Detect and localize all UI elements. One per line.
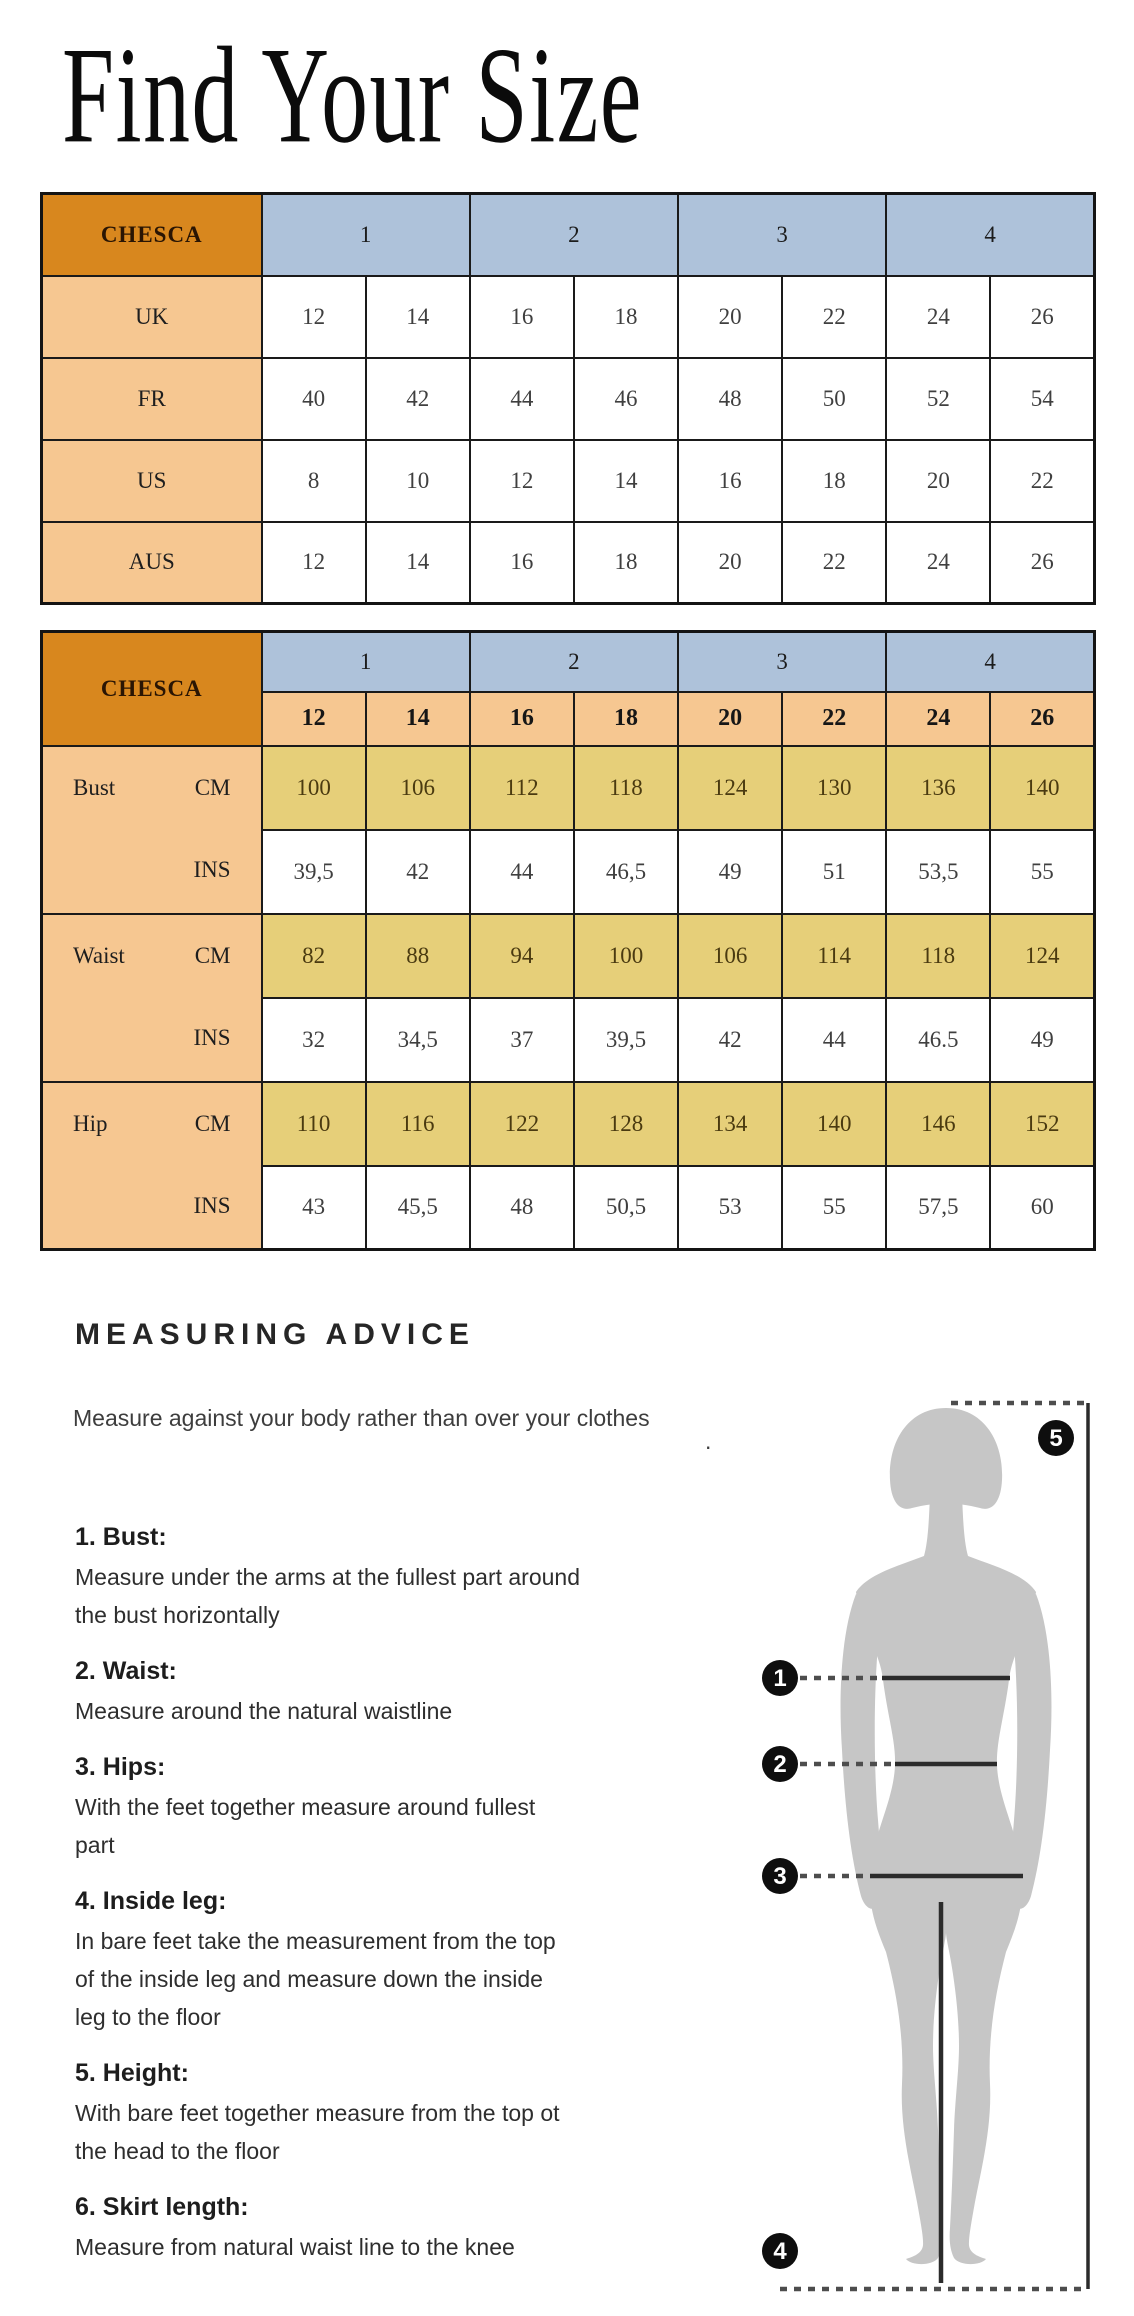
chesca-size-cell: 3 [678,194,886,276]
ins-cell: 43 [262,1166,366,1250]
advice-item-text: Measure under the arms at the fullest part around the bust horizontally [75,1564,581,1628]
cm-cell: 124 [678,746,782,830]
size-cell: 24 [886,522,990,604]
body-measurement-diagram [740,1390,1120,2316]
marker-hips [762,1858,798,1894]
size-cell: 26 [990,522,1094,604]
row-label: AUS [42,522,262,604]
uk-size-cell: 20 [678,692,782,746]
size-cell: 16 [470,522,574,604]
cm-cell: 140 [990,746,1094,830]
cm-cell: 116 [366,1082,470,1166]
unit-cm-label: CM [194,774,231,800]
cm-cell: 122 [470,1082,574,1166]
size-cell: 8 [262,440,366,522]
ins-cell: 51 [782,830,886,914]
size-cell: 20 [678,276,782,358]
ins-cell: 39,5 [574,998,678,1082]
ins-cell: 48 [470,1166,574,1250]
size-cell: 22 [782,276,886,358]
ins-cell: 37 [470,998,574,1082]
table-row [42,1082,1095,1166]
size-cell: 22 [990,440,1094,522]
advice-item-title: 6. Skirt length: [75,2193,249,2221]
size-cell: 18 [782,440,886,522]
cm-cell: 114 [782,914,886,998]
size-cell: 50 [782,358,886,440]
ins-cell: 44 [782,998,886,1082]
size-cell: 44 [470,358,574,440]
list-item [75,2192,580,2266]
cm-cell: 94 [470,914,574,998]
ins-cell: 44 [470,830,574,914]
chesca-size-cell: 2 [470,632,678,692]
group-label-waist [42,914,262,1082]
advice-list [75,1522,580,2288]
cm-cell: 146 [886,1082,990,1166]
size-cell: 16 [470,276,574,358]
list-item [75,1656,580,1730]
silhouette-right-arm [1010,1594,1051,1909]
ins-cell: 53 [678,1166,782,1250]
ins-cell: 32 [262,998,366,1082]
size-cell: 12 [470,440,574,522]
unit-cm-label: CM [194,1110,231,1136]
uk-size-cell: 22 [782,692,886,746]
ins-cell: 55 [782,1166,886,1250]
size-cell: 54 [990,358,1094,440]
size-cell: 46 [574,358,678,440]
advice-item-text: In bare feet take the measurement from the top of the inside leg and measure down the inside leg to the floor [75,1928,556,2030]
unit-cm-label: CM [194,942,231,968]
ins-cell: 45,5 [366,1166,470,1250]
advice-item-title: 1. Bust: [75,1523,167,1551]
ins-cell: 39,5 [262,830,366,914]
chesca-size-cell: 1 [262,194,470,276]
table-row [42,632,1095,692]
cm-cell: 106 [678,914,782,998]
size-cell: 24 [886,276,990,358]
advice-item-title: 2. Waist: [75,1657,177,1685]
cm-cell: 118 [886,914,990,998]
advice-item-text: With the feet together measure around fullest part [75,1794,536,1858]
table-row [42,276,1095,358]
advice-intro: Measure against your body rather than over your clothes [73,1405,650,1431]
size-cell: 42 [366,358,470,440]
cm-cell: 134 [678,1082,782,1166]
size-cell: 14 [366,276,470,358]
group-name: Waist [73,942,125,968]
uk-size-cell: 26 [990,692,1094,746]
marker-waist [762,1746,798,1782]
size-cell: 20 [678,522,782,604]
group-name: Hip [73,1110,108,1136]
size-cell: 16 [678,440,782,522]
cm-cell: 82 [262,914,366,998]
size-cell: 18 [574,276,678,358]
table-row [42,194,1095,276]
table-row [42,914,1095,998]
row-label: US [42,440,262,522]
ins-cell: 50,5 [574,1166,678,1250]
size-cell: 14 [366,522,470,604]
group-label-bust [42,746,262,914]
row-label: UK [42,276,262,358]
marker-number: 4 [773,2238,787,2265]
marker-number: 2 [773,1751,787,1778]
cm-cell: 100 [262,746,366,830]
cm-cell: 88 [366,914,470,998]
size-cell: 10 [366,440,470,522]
list-item [75,1752,580,1864]
cm-cell: 152 [990,1082,1094,1166]
unit-ins-label: INS [193,856,231,882]
page-title: Find Your Size [62,18,643,172]
group-name: Bust [73,774,116,800]
uk-size-cell: 24 [886,692,990,746]
chesca-size-cell: 4 [886,632,1094,692]
cm-cell: 128 [574,1082,678,1166]
ins-cell: 49 [678,830,782,914]
size-cell: 40 [262,358,366,440]
table-row [42,746,1095,830]
marker-bust [762,1660,798,1696]
size-cell: 12 [262,522,366,604]
size-cell: 12 [262,276,366,358]
table-row [42,522,1095,604]
cm-cell: 140 [782,1082,886,1166]
ins-cell: 42 [678,998,782,1082]
ins-cell: 57,5 [886,1166,990,1250]
advice-item-text: Measure around the natural waistline [75,1698,453,1724]
measurements-table [40,630,1096,1251]
advice-item-text: With bare feet together measure from the top ot the head to the floor [75,2100,560,2164]
table-row [42,358,1095,440]
silhouette-left-arm [841,1594,882,1909]
advice-intro-period: . [705,1428,712,1454]
marker-number: 1 [773,1665,787,1692]
female-silhouette-figure [841,1408,1052,2264]
uk-size-cell: 18 [574,692,678,746]
ins-cell: 49 [990,998,1094,1082]
size-cell: 20 [886,440,990,522]
size-cell: 26 [990,276,1094,358]
size-conversion-table [40,192,1096,605]
advice-item-title: 4. Inside leg: [75,1887,227,1915]
ins-cell: 53,5 [886,830,990,914]
cm-cell: 130 [782,746,886,830]
chesca-size-cell: 4 [886,194,1094,276]
list-item [75,1522,580,1634]
cm-cell: 124 [990,914,1094,998]
cm-cell: 110 [262,1082,366,1166]
size-cell: 52 [886,358,990,440]
size-cell: 22 [782,522,886,604]
ins-cell: 34,5 [366,998,470,1082]
advice-item-title: 3. Hips: [75,1753,166,1781]
measuring-advice-heading: MEASURING ADVICE [75,1318,475,1351]
ins-cell: 60 [990,1166,1094,1250]
uk-size-cell: 12 [262,692,366,746]
chesca-size-cell: 3 [678,632,886,692]
list-item [75,2058,580,2170]
group-label-hip [42,1082,262,1250]
size-cell: 14 [574,440,678,522]
chesca-size-cell: 1 [262,632,470,692]
cm-cell: 118 [574,746,678,830]
unit-ins-label: INS [193,1192,231,1218]
size-cell: 48 [678,358,782,440]
marker-inside-leg [762,2233,798,2269]
row-label: FR [42,358,262,440]
cm-cell: 112 [470,746,574,830]
uk-size-cell: 16 [470,692,574,746]
cm-cell: 136 [886,746,990,830]
cm-cell: 106 [366,746,470,830]
advice-item-text: Measure from natural waist line to the knee [75,2234,515,2260]
advice-item-title: 5. Height: [75,2059,189,2087]
list-item [75,1886,580,2036]
size-cell: 18 [574,522,678,604]
marker-number: 5 [1049,1425,1063,1452]
ins-cell: 46,5 [574,830,678,914]
uk-size-cell: 14 [366,692,470,746]
brand-cell: CHESCA [42,194,262,276]
cm-cell: 100 [574,914,678,998]
chesca-size-cell: 2 [470,194,678,276]
marker-number: 3 [773,1863,787,1890]
marker-height [1038,1420,1074,1456]
table-row [42,440,1095,522]
brand-cell: CHESCA [42,632,262,746]
ins-cell: 42 [366,830,470,914]
ins-cell: 46.5 [886,998,990,1082]
ins-cell: 55 [990,830,1094,914]
unit-ins-label: INS [193,1024,231,1050]
